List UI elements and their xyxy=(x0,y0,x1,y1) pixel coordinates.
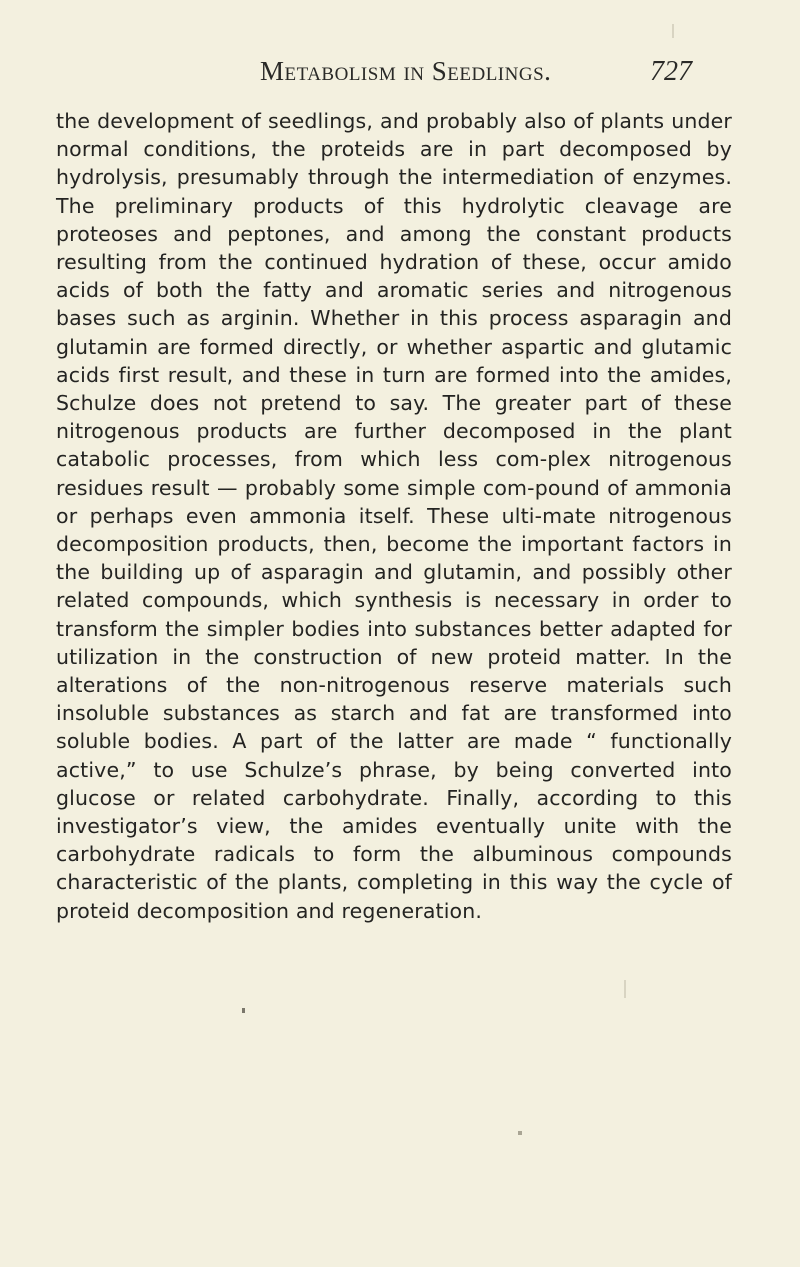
paper-speck xyxy=(242,1008,245,1013)
body-paragraph: the development of seedlings, and probably also of plants under normal conditions, the proteids are in part decomposed by hydrolysis, presumably through the intermediation of enzymes. The preliminary products of this hydrolytic cleavage are proteoses and peptones, and among the constant products resulting from the continued hydration of these, occur amido acids of both the fatty and aromatic series and nitrogenous bases such as arginin. Whether in this process asparagin and glutamin are formed directly, or whether aspartic and glutamic acids first result, and these in turn are formed into the amides, Schulze does not pretend to say. The greater part of these nitrogenous products are further decomposed in the plant catabolic processes, from which less com-plex nitrogenous residues result — probably some simple com-pound of ammonia or perhaps even ammonia itself. These ulti-mate nitrogenous decomposition products, then, become the important factors in the building up of asparagin and glutamin, and possibly other related compounds, which synthesis is necessary in order to transform the simpler bodies into substances better adapted for utilization in the construction of new proteid matter. In the alterations of the non-nitrogenous reserve materials such insoluble substances as starch and fat are transformed into soluble bodies. A part of the latter are made “ functionally active,” to use Schulze’s phrase, by being converted into glucose or related carbohydrate. Finally, according to this investigator’s view, the amides eventually unite with the carbohydrate radicals to form the albuminous compounds characteristic of the plants, completing in this way the cycle of proteid decomposition and regeneration. xyxy=(56,109,732,923)
running-title: Metabolism in Seedlings. xyxy=(260,56,552,86)
running-head xyxy=(120,56,790,96)
paper-speck xyxy=(672,24,674,38)
paper-speck xyxy=(518,1131,522,1135)
paper-speck xyxy=(624,980,626,998)
page-number: 727 xyxy=(650,56,692,87)
